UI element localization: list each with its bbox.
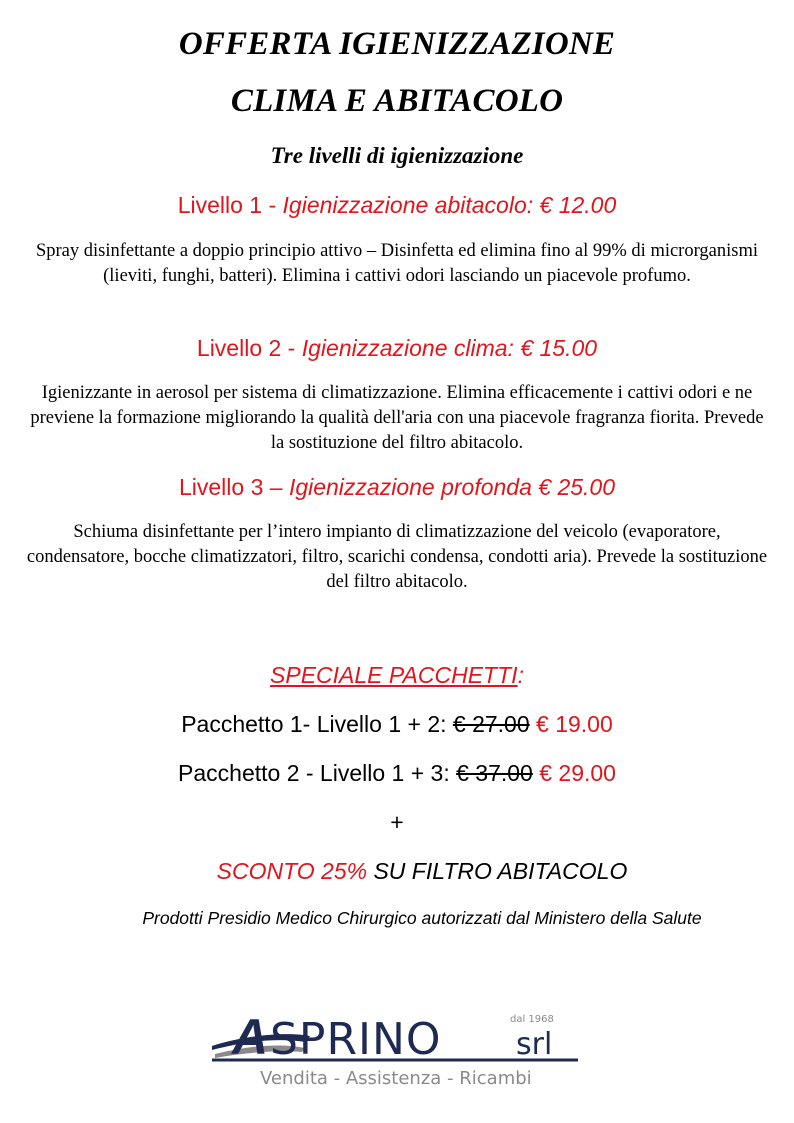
level-3-name: Igienizzazione profonda € 25.00 xyxy=(288,474,616,500)
logo-tagline: Vendita - Assistenza - Ricambi xyxy=(260,1068,532,1089)
packages-heading-text: SPECIALE PACCHETTI xyxy=(270,662,518,688)
package-2 xyxy=(0,760,794,787)
level-2-heading xyxy=(0,335,794,362)
level-1-description: Spray disinfettante a doppio principio attivo – Disinfetta ed elimina fino al 99% di microrganismi (lieviti, funghi, batteri). Elimina i cattivi odori lasciando un piacevole profumo. xyxy=(35,241,759,286)
packages-heading-colon: : xyxy=(517,662,524,688)
level-2-description: Igienizzante in aerosol per sistema di climatizzazione. Elimina efficacemente i cattivi odori e ne previene la formazione migliorando la qualità dell'aria con una piacevole fragranza fiorita. Prevede la sostituzione del filtro abitacolo. xyxy=(30,383,764,453)
package-1-new-price: € 19.00 xyxy=(529,711,613,737)
discount-rest-text: SU FILTRO ABITACOLO xyxy=(367,858,628,884)
level-2-label: Livello 2 - xyxy=(196,335,302,361)
subtitle: Tre livelli di igienizzazione xyxy=(270,143,524,168)
title-line-1: OFFERTA IGIENIZZAZIONE xyxy=(178,26,616,62)
asprino-logo xyxy=(210,1002,580,1097)
plus-sign: + xyxy=(390,809,404,835)
package-2-new-price: € 29.00 xyxy=(532,760,616,786)
level-1-label: Livello 1 - xyxy=(177,192,283,218)
package-1-old-price: € 27.00 xyxy=(452,711,530,737)
package-2-label: Pacchetto 2 - Livello 1 + 3: xyxy=(178,760,457,786)
level-1-heading xyxy=(0,192,794,219)
logo-since: dal 1968 xyxy=(510,1014,554,1025)
logo-brand: SPRINO xyxy=(270,1014,442,1065)
level-1-name: Igienizzazione abitacolo: € 12.00 xyxy=(282,192,617,218)
discount-red-text: SCONTO 25% xyxy=(216,858,368,884)
discount-line xyxy=(25,858,794,885)
level-2-name: Igienizzazione clima: € 15.00 xyxy=(301,335,598,361)
level-3-description: Schiuma disinfettante per l’intero impianto di climatizzazione del veicolo (evaporatore, condensatore, bocche climatizzatori, filtro, scarichi condensa, condotti aria). Prevede la sostituzione del filtro abitacolo. xyxy=(26,522,768,592)
level-3-label: Livello 3 – xyxy=(178,474,289,500)
package-1 xyxy=(0,711,794,738)
logo-initial: A xyxy=(232,1009,269,1065)
title-line-2: CLIMA E ABITACOLO xyxy=(230,83,564,119)
authorization-note: Prodotti Presidio Medico Chirurgico autorizzati dal Ministero della Salute xyxy=(142,908,702,928)
package-2-old-price: € 37.00 xyxy=(456,760,533,786)
package-1-label: Pacchetto 1- Livello 1 + 2: xyxy=(181,711,453,737)
level-3-heading xyxy=(0,474,794,501)
logo-suffix: srl xyxy=(516,1027,553,1062)
packages-heading xyxy=(0,662,794,689)
